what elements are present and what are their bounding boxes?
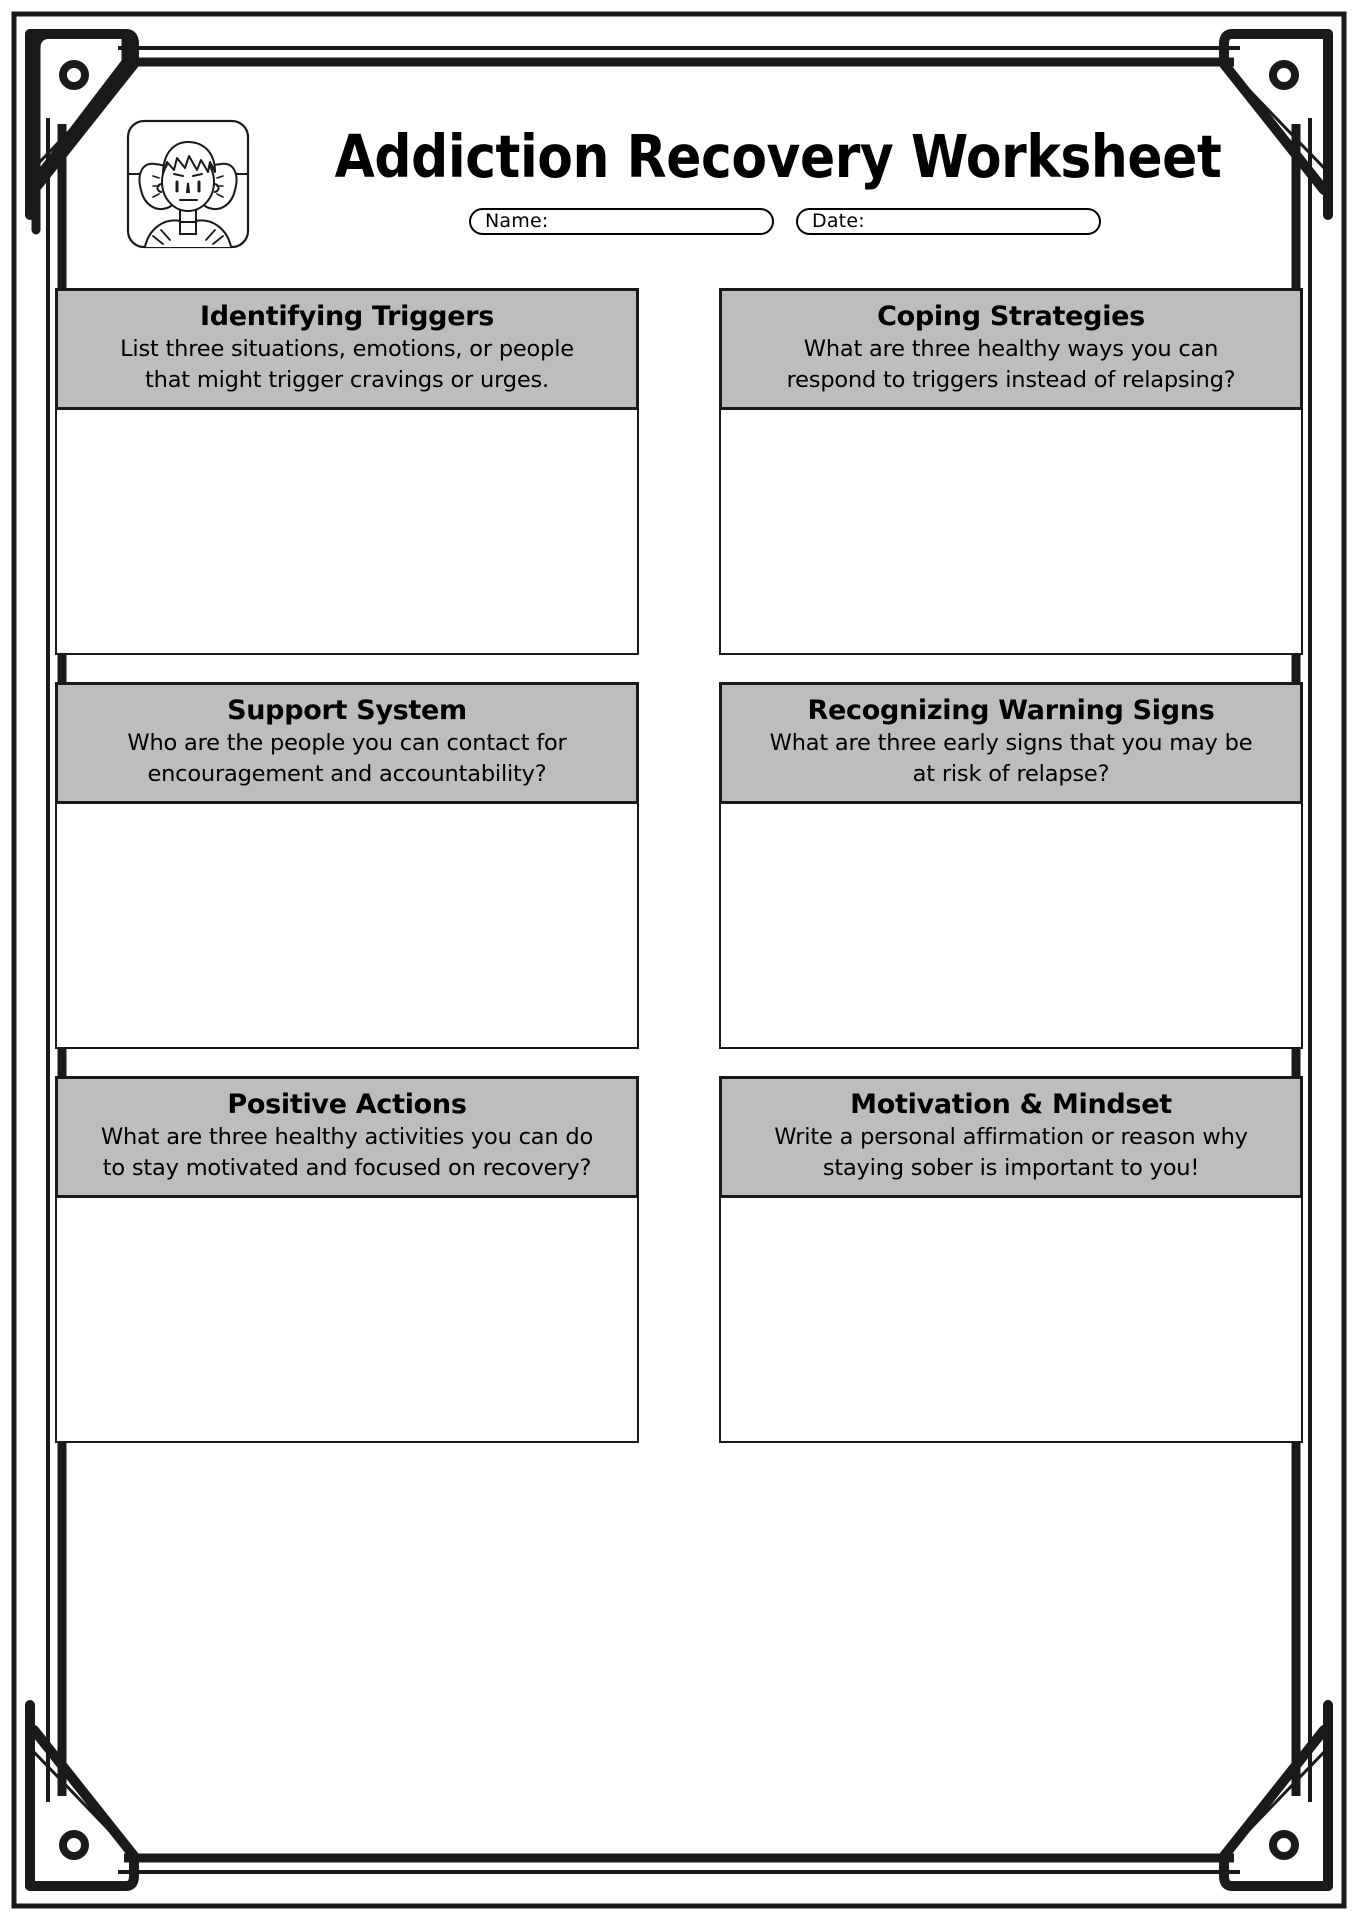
date-field[interactable]	[796, 208, 1101, 235]
section-title: Motivation & Mindset	[850, 1089, 1172, 1120]
date-field-label: Date:	[812, 210, 865, 232]
name-field-label: Name:	[485, 210, 549, 232]
section-title: Recognizing Warning Signs	[807, 695, 1215, 726]
section-header	[55, 1076, 639, 1198]
worksheet-content	[55, 100, 1303, 1800]
section-title: Coping Strategies	[877, 301, 1145, 332]
worksheet-header	[55, 100, 1303, 290]
section-header	[719, 682, 1303, 804]
section-card-coping-strategies	[719, 288, 1303, 668]
section-card-recognizing-warning-signs	[719, 682, 1303, 1062]
section-description-line1: What are three healthy activities you can do	[100, 1124, 594, 1150]
section-header	[719, 1076, 1303, 1198]
section-description-line2: encouragement and accountability?	[147, 761, 547, 787]
sections-grid	[55, 288, 1303, 1456]
section-description-line1: What are three early signs that you may be	[769, 730, 1253, 756]
section-title: Identifying Triggers	[200, 301, 494, 332]
section-answer-area[interactable]	[719, 804, 1303, 1049]
section-description-line2: staying sober is important to you!	[822, 1155, 1200, 1181]
section-answer-area[interactable]	[55, 804, 639, 1049]
section-description-line1: List three situations, emotions, or people	[120, 336, 574, 362]
section-title: Positive Actions	[227, 1089, 467, 1120]
section-answer-area[interactable]	[719, 1198, 1303, 1443]
section-description-line1: Who are the people you can contact for	[127, 730, 567, 756]
section-title: Support System	[227, 695, 467, 726]
section-description-line2: to stay motivated and focused on recovery?	[102, 1155, 592, 1181]
section-answer-area[interactable]	[719, 410, 1303, 655]
page-title: Addiction Recovery Worksheet	[334, 122, 1222, 191]
section-answer-area[interactable]	[55, 410, 639, 655]
person-resting-in-bed-illustration	[125, 118, 251, 250]
section-description-line1: What are three healthy ways you can	[803, 336, 1219, 362]
section-card-positive-actions	[55, 1076, 639, 1456]
section-header	[55, 288, 639, 410]
section-card-motivation-mindset	[719, 1076, 1303, 1456]
section-description-line2: respond to triggers instead of relapsing?	[786, 367, 1236, 393]
name-date-fields	[365, 208, 1205, 235]
section-card-identifying-triggers	[55, 288, 639, 668]
section-header	[719, 288, 1303, 410]
section-card-support-system	[55, 682, 639, 1062]
section-description-line2: that might trigger cravings or urges.	[145, 367, 549, 393]
name-field[interactable]	[469, 208, 774, 235]
section-description-line1: Write a personal affirmation or reason why	[774, 1124, 1248, 1150]
section-answer-area[interactable]	[55, 1198, 639, 1443]
section-description-line2: at risk of relapse?	[912, 761, 1110, 787]
section-header	[55, 682, 639, 804]
